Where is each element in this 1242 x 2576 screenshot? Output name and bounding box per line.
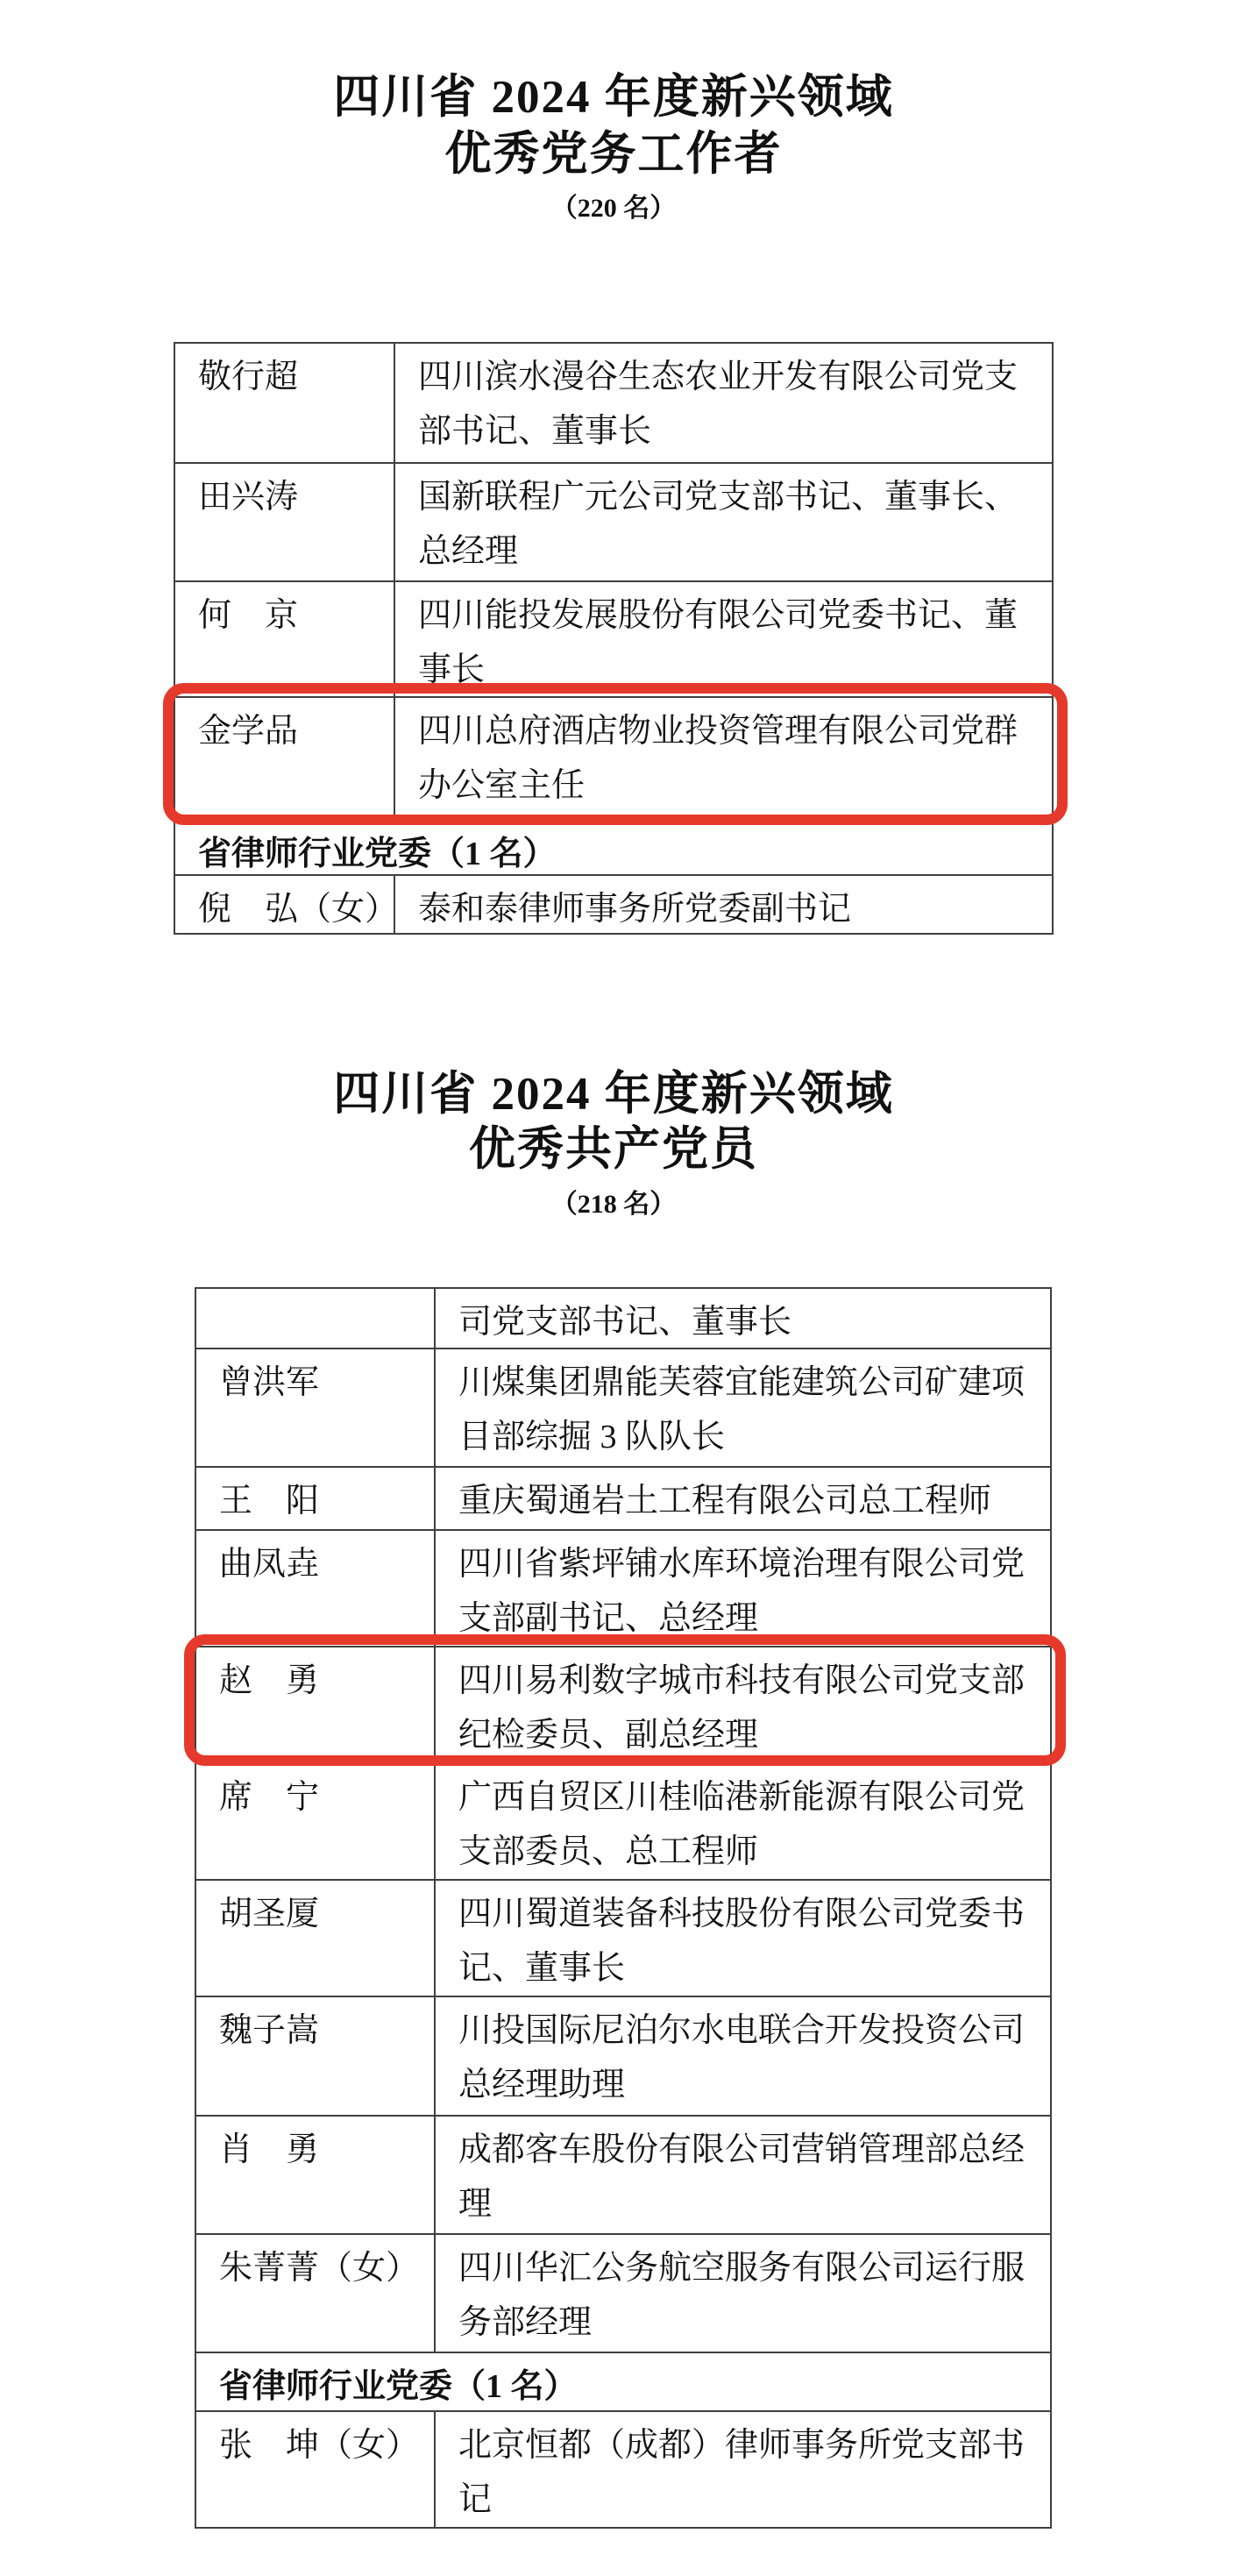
- awardee-position: 四川华汇公务航空服务有限公司运行服务部经理: [434, 2235, 1050, 2352]
- awardee-name: 肖 勇: [219, 2131, 320, 2168]
- table-row-continuation: [196, 1289, 1050, 1348]
- table-row: [196, 1466, 1050, 1529]
- awardee-position: 四川滨水漫谷生态农业开发有限公司党支部书记、董事长: [394, 344, 1052, 462]
- table-row: [175, 462, 1052, 580]
- awardee-name: 敬行超: [198, 359, 299, 395]
- table-row: [175, 580, 1052, 696]
- awardee-position: 四川能投发展股份有限公司党委书记、董事长: [394, 582, 1052, 696]
- table-section-row: [196, 2352, 1050, 2410]
- awardee-name: 席 宁: [219, 1779, 320, 1816]
- awardee-name: 倪 弘（女）: [198, 891, 399, 928]
- awardees-table-2: [195, 1287, 1052, 2529]
- table-row-highlighted: [175, 696, 1052, 819]
- awardee-name: 曾洪军: [219, 1364, 320, 1401]
- awardee-name: 魏子嵩: [219, 2012, 320, 2049]
- award2-title-line2: 优秀共产党员: [469, 1124, 758, 1175]
- awardee-name: 朱菁菁（女）: [219, 2250, 420, 2287]
- award1-title-line2: 优秀党务工作者: [444, 129, 783, 180]
- awardee-position: 国新联程广元公司党支部书记、董事长、总经理: [394, 464, 1052, 580]
- award2-count: （218 名）: [550, 1190, 677, 1219]
- table-row: [175, 874, 1052, 933]
- awardee-name: [196, 1289, 434, 1348]
- table-row: [196, 1879, 1050, 1996]
- table-row: [196, 1762, 1050, 1879]
- section-header: 省律师行业党委（1 名）: [198, 836, 557, 872]
- table-row-highlighted: [196, 1646, 1050, 1762]
- section-header: 省律师行业党委（1 名）: [219, 2368, 578, 2405]
- awardee-position: 四川蜀道装备科技股份有限公司党委书记、董事长: [434, 1881, 1050, 1996]
- awardee-position: 川煤集团鼎能芙蓉宜能建筑公司矿建项目部综掘 3 队队长: [434, 1349, 1050, 1466]
- table-row: [196, 2233, 1050, 2352]
- table-row: [196, 2115, 1050, 2233]
- awardee-name: 金学品: [198, 713, 299, 750]
- awardee-name: 胡圣厦: [219, 1896, 320, 1932]
- table-row: [196, 1529, 1050, 1646]
- awardee-position: 川投国际尼泊尔水电联合开发投资公司总经理助理: [434, 1997, 1050, 2115]
- table-row: [196, 2410, 1050, 2527]
- award1-count: （220 名）: [550, 194, 677, 223]
- awardee-position: 广西自贸区川桂临港新能源有限公司党支部委员、总工程师: [434, 1764, 1050, 1879]
- table-row: [196, 1996, 1050, 2115]
- awardees-table-1: [174, 342, 1054, 935]
- awardee-position: 司党支部书记、董事长: [434, 1289, 1050, 1348]
- awardee-position: 四川总府酒店物业投资管理有限公司党群办公室主任: [394, 698, 1052, 819]
- awardee-position: 泰和泰律师事务所党委副书记: [394, 876, 1052, 933]
- awardee-position: 四川易利数字城市科技有限公司党支部纪检委员、副总经理: [434, 1647, 1050, 1762]
- awardee-position: 北京恒都（成都）律师事务所党支部书记: [434, 2412, 1050, 2527]
- awardee-name: 田兴涛: [198, 479, 299, 516]
- award2-title-line1: 四川省 2024 年度新兴领域: [333, 1069, 894, 1120]
- awardee-position: 成都客车股份有限公司营销管理部总经理: [434, 2117, 1050, 2233]
- award1-title-line1: 四川省 2024 年度新兴领域: [333, 72, 894, 123]
- awardee-name: 曲凤垚: [219, 1546, 320, 1583]
- awardee-name: 何 京: [198, 597, 299, 634]
- awardee-position: 重庆蜀通岩土工程有限公司总工程师: [434, 1468, 1050, 1529]
- awardee-position: 四川省紫坪铺水库环境治理有限公司党支部副书记、总经理: [434, 1531, 1050, 1646]
- awardee-name: 王 阳: [219, 1483, 320, 1519]
- awardee-name: 赵 勇: [219, 1662, 320, 1699]
- table-section-row: [175, 819, 1052, 874]
- table-row: [196, 1348, 1050, 1466]
- table-row: [175, 344, 1052, 462]
- awardee-name: 张 坤（女）: [219, 2427, 420, 2464]
